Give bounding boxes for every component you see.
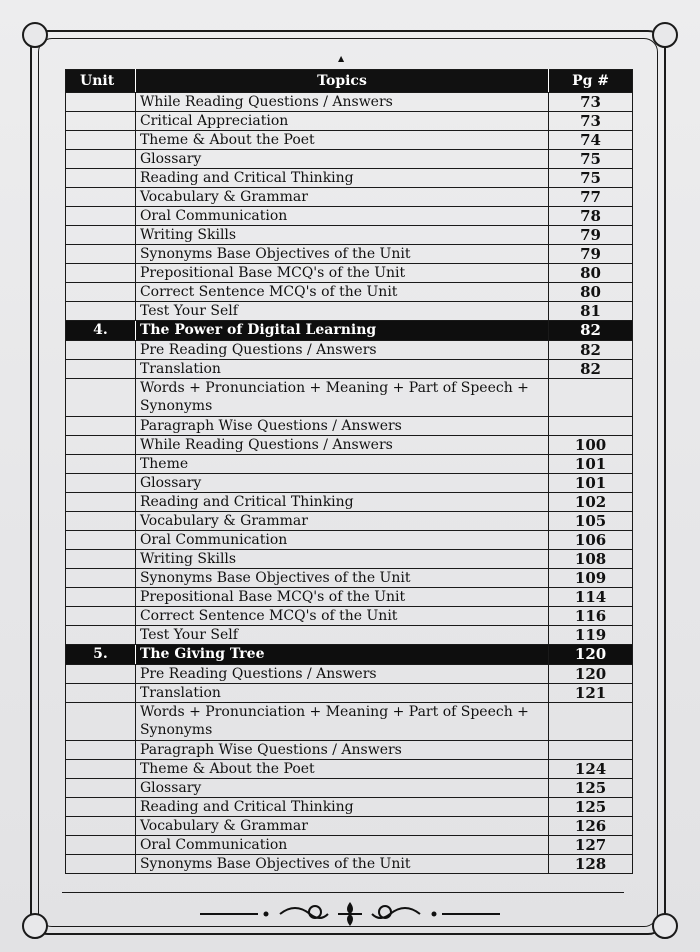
page-number-cell: 75 [549, 150, 633, 169]
unit-cell [66, 379, 136, 417]
page-number-cell: 77 [549, 188, 633, 207]
topics-column-header: Topics [135, 70, 548, 93]
topic-cell: Test Your Self [135, 626, 548, 645]
topic-cell: Synonyms Base Objectives of the Unit [135, 569, 548, 588]
page-number-cell: 79 [549, 226, 633, 245]
table-row [66, 188, 633, 207]
table-row [66, 455, 633, 474]
page-number-cell [549, 741, 633, 760]
unit-cell [66, 341, 136, 360]
page-number-cell: 114 [549, 588, 633, 607]
table-row [66, 283, 633, 302]
unit-cell [66, 493, 136, 512]
contents-table [65, 69, 633, 874]
table-row [66, 817, 633, 836]
page-number-cell: 73 [549, 112, 633, 131]
table-row [66, 131, 633, 150]
unit-cell [66, 550, 136, 569]
topic-cell: Theme [135, 455, 548, 474]
page-number-cell: 80 [549, 283, 633, 302]
unit-cell [66, 607, 136, 626]
topic-cell: Oral Communication [135, 836, 548, 855]
topic-cell: Oral Communication [135, 531, 548, 550]
table-row [66, 684, 633, 703]
table-row [66, 741, 633, 760]
corner-ornament [652, 913, 678, 939]
table-row [66, 341, 633, 360]
table-row [66, 665, 633, 684]
topic-cell: Translation [135, 360, 548, 379]
page-number-cell: 102 [549, 493, 633, 512]
unit-cell [66, 531, 136, 550]
table-row [66, 493, 633, 512]
unit-cell [66, 245, 136, 264]
page-number-cell: 126 [549, 817, 633, 836]
page-number-cell: 121 [549, 684, 633, 703]
topic-cell: Theme & About the Poet [135, 760, 548, 779]
topic-cell: Words + Pronunciation + Meaning + Part of Speech + Synonyms [135, 379, 548, 417]
table-row [66, 169, 633, 188]
topic-cell: Test Your Self [135, 302, 548, 321]
page-number-cell: 125 [549, 779, 633, 798]
table-row [66, 569, 633, 588]
unit-heading-row [66, 645, 633, 665]
table-header-row [66, 70, 633, 93]
unit-cell [66, 684, 136, 703]
topic-cell: Glossary [135, 474, 548, 493]
topic-cell: Oral Communication [135, 207, 548, 226]
unit-cell [66, 131, 136, 150]
unit-cell [66, 264, 136, 283]
table-row [66, 798, 633, 817]
table-row [66, 588, 633, 607]
table-row [66, 112, 633, 131]
table-row [66, 264, 633, 283]
unit-cell [66, 817, 136, 836]
page-number-cell: 101 [549, 455, 633, 474]
page-column-header: Pg # [549, 70, 633, 93]
page-number-cell [549, 379, 633, 417]
topic-cell: Synonyms Base Objectives of the Unit [135, 855, 548, 874]
unit-cell [66, 512, 136, 531]
page-number-cell: 82 [549, 321, 633, 341]
table-row [66, 245, 633, 264]
unit-cell [66, 226, 136, 245]
unit-cell [66, 436, 136, 455]
unit-cell [66, 283, 136, 302]
page-number-cell: 101 [549, 474, 633, 493]
topic-cell: Critical Appreciation [135, 112, 548, 131]
table-row [66, 93, 633, 112]
unit-cell [66, 188, 136, 207]
unit-column-header: Unit [66, 70, 136, 93]
unit-cell [66, 360, 136, 379]
page-number-cell: 74 [549, 131, 633, 150]
unit-cell [66, 474, 136, 493]
top-mark-icon: ▲ [338, 54, 345, 63]
unit-cell [66, 665, 136, 684]
table-row [66, 779, 633, 798]
page-number-cell: 119 [549, 626, 633, 645]
table-row [66, 379, 633, 417]
unit-cell [66, 741, 136, 760]
corner-ornament [652, 22, 678, 48]
topic-cell: Words + Pronunciation + Meaning + Part of Speech + Synonyms [135, 703, 548, 741]
topic-cell: Correct Sentence MCQ's of the Unit [135, 607, 548, 626]
page-number-cell [549, 703, 633, 741]
page-number-cell: 109 [549, 569, 633, 588]
unit-cell: 5. [66, 645, 136, 665]
table-row [66, 436, 633, 455]
unit-cell [66, 760, 136, 779]
page-number-cell: 108 [549, 550, 633, 569]
topic-cell: Vocabulary & Grammar [135, 817, 548, 836]
topic-cell: Writing Skills [135, 550, 548, 569]
table-row [66, 836, 633, 855]
topic-cell: Reading and Critical Thinking [135, 798, 548, 817]
table-row [66, 512, 633, 531]
unit-cell [66, 703, 136, 741]
page-number-cell: 73 [549, 93, 633, 112]
page-number-cell: 105 [549, 512, 633, 531]
page-number-cell: 124 [549, 760, 633, 779]
page-number-cell: 106 [549, 531, 633, 550]
topic-cell: Paragraph Wise Questions / Answers [135, 741, 548, 760]
topic-cell: Paragraph Wise Questions / Answers [135, 417, 548, 436]
unit-cell [66, 150, 136, 169]
page-number-cell: 82 [549, 360, 633, 379]
topic-cell: Prepositional Base MCQ's of the Unit [135, 588, 548, 607]
unit-cell [66, 417, 136, 436]
page-number-cell: 116 [549, 607, 633, 626]
table-row [66, 226, 633, 245]
topic-cell: Glossary [135, 779, 548, 798]
table-row [66, 626, 633, 645]
topic-cell: Synonyms Base Objectives of the Unit [135, 245, 548, 264]
unit-cell [66, 207, 136, 226]
topic-cell: Pre Reading Questions / Answers [135, 341, 548, 360]
table-row [66, 550, 633, 569]
topic-cell: Reading and Critical Thinking [135, 493, 548, 512]
topic-cell: Writing Skills [135, 226, 548, 245]
unit-cell [66, 455, 136, 474]
unit-cell [66, 302, 136, 321]
table-row [66, 474, 633, 493]
bottom-divider [62, 892, 624, 893]
page-number-cell: 80 [549, 264, 633, 283]
unit-cell [66, 569, 136, 588]
topic-cell: Correct Sentence MCQ's of the Unit [135, 283, 548, 302]
topic-cell: While Reading Questions / Answers [135, 436, 548, 455]
page-number-cell: 120 [549, 645, 633, 665]
topic-cell: Prepositional Base MCQ's of the Unit [135, 264, 548, 283]
unit-cell [66, 798, 136, 817]
unit-cell [66, 112, 136, 131]
unit-cell [66, 626, 136, 645]
unit-cell [66, 169, 136, 188]
table-row [66, 531, 633, 550]
topic-cell: Translation [135, 684, 548, 703]
unit-cell [66, 855, 136, 874]
topic-cell: Vocabulary & Grammar [135, 188, 548, 207]
topic-cell: Vocabulary & Grammar [135, 512, 548, 531]
page-number-cell [549, 417, 633, 436]
page-number-cell: 125 [549, 798, 633, 817]
page-number-cell: 120 [549, 665, 633, 684]
table-row [66, 150, 633, 169]
unit-cell [66, 93, 136, 112]
table-row [66, 607, 633, 626]
unit-cell [66, 836, 136, 855]
page-number-cell: 78 [549, 207, 633, 226]
page-number-cell: 75 [549, 169, 633, 188]
table-row [66, 855, 633, 874]
topic-cell: Reading and Critical Thinking [135, 169, 548, 188]
table-row [66, 360, 633, 379]
page-number-cell: 128 [549, 855, 633, 874]
unit-heading-row [66, 321, 633, 341]
table-row [66, 302, 633, 321]
page-number-cell: 127 [549, 836, 633, 855]
table-row [66, 703, 633, 741]
corner-ornament [22, 22, 48, 48]
table-row [66, 207, 633, 226]
topic-cell: Pre Reading Questions / Answers [135, 665, 548, 684]
topic-cell: The Giving Tree [135, 645, 548, 665]
topic-cell: While Reading Questions / Answers [135, 93, 548, 112]
unit-cell [66, 588, 136, 607]
page-number-cell: 79 [549, 245, 633, 264]
table-row [66, 417, 633, 436]
topic-cell: The Power of Digital Learning [135, 321, 548, 341]
unit-cell: 4. [66, 321, 136, 341]
table-row [66, 760, 633, 779]
page-number-cell: 100 [549, 436, 633, 455]
contents-table-body [66, 93, 633, 874]
topic-cell: Theme & About the Poet [135, 131, 548, 150]
corner-ornament [22, 913, 48, 939]
flourish-ornament-icon [200, 898, 500, 926]
page-number-cell: 81 [549, 302, 633, 321]
topic-cell: Glossary [135, 150, 548, 169]
page-number-cell: 82 [549, 341, 633, 360]
unit-cell [66, 779, 136, 798]
